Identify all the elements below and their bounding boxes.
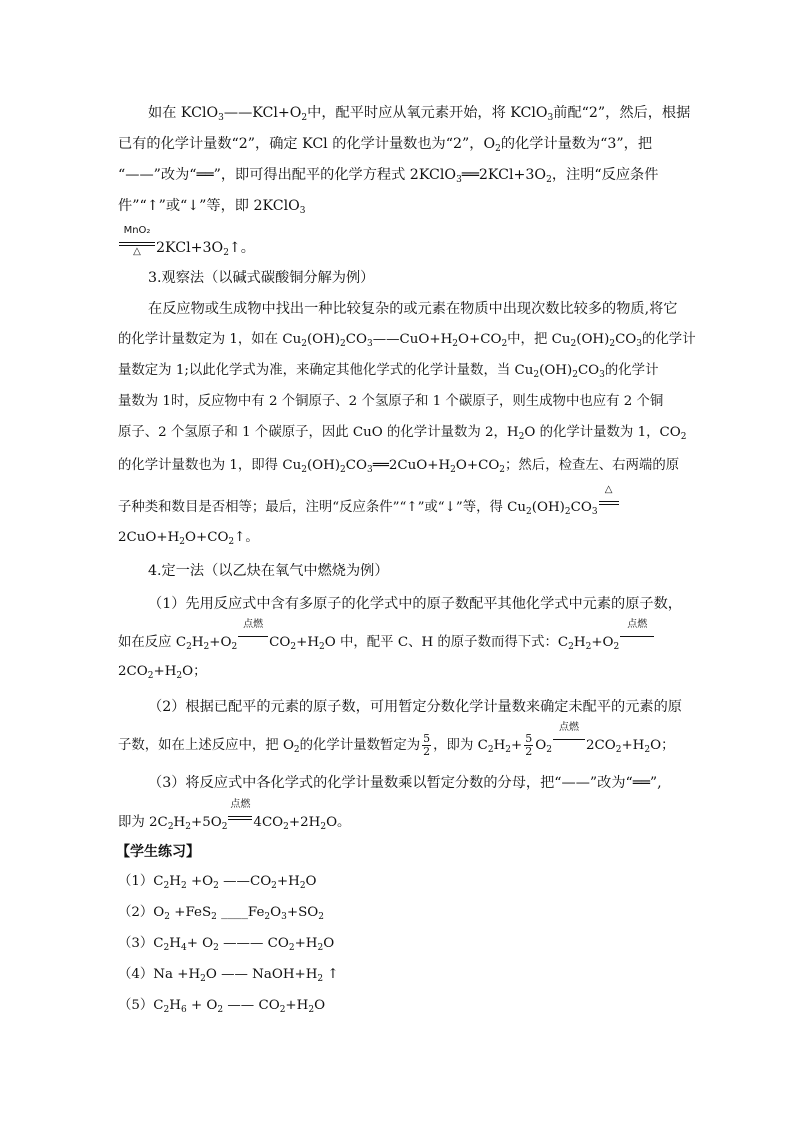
sec3-line3: 量数定为 1;以此化学式为准，来确定其他化学式的化学计量数，当 $Cu_2(OH)_2CO_3$的化学计 xyxy=(118,363,659,380)
para1-line2: 已有的化学计量数“2”，确定 KCl 的化学计量数也为“2”，$O_2$的化学计量数为“3”，把 xyxy=(118,136,653,154)
ignite-condition-double-arrow: 点燃 xyxy=(228,808,252,828)
sec4-step3-line2: 即为 $2C_2H_2+5O_2$ 点燃 $4CO_2+2H_2O$。 xyxy=(118,799,351,832)
section4-heading: 4.定一法（以乙炔在氧气中燃烧为例） xyxy=(148,563,389,579)
practice-item-1: $(1)C_2H_2 +O_2$ $——CO_2+H_2O$ xyxy=(118,874,317,891)
heat-condition-arrow: △ xyxy=(599,493,619,513)
practice-item-2: $(2)O_2 +FeS_2$ $\_\_\_\_Fe_2O_3+SO_2$ xyxy=(118,905,324,922)
sec4-step1-line1: （1）先用反应式中含有多原子的化学式中的原子数配平其他化学式中元素的原子数， xyxy=(148,596,682,612)
mno2-condition-arrow: MnO₂ △ xyxy=(119,234,155,254)
practice-item-3: $(3)C_2H_4+ O_2$ ——— $CO_2+H_2O$ xyxy=(118,936,335,953)
ignite-condition-arrow: 点燃 xyxy=(620,628,654,648)
fraction-five-halves: $\frac{5}{2}$ xyxy=(423,732,431,758)
fraction-five-halves: $\frac{5}{2}$ xyxy=(525,732,533,758)
sec3-line4: 量数为 1时，反应物中有 2 个铜原子、2 个氢原子和 1 个碳原子，则生成物中也应有 2 个铜 xyxy=(118,394,664,409)
ignite-condition-arrow: 点燃 xyxy=(553,731,585,751)
practice-item-5: $(5)C_2H_6 + O_2$ —— $CO_2+H_2O$ xyxy=(118,998,326,1015)
sec3-line7: 子种类和数目是否相等；最后，注明“反应条件”“↑”或“↓”等，得 $Cu_2(OH)_2CO_3$ △ xyxy=(118,493,678,518)
para1-line1: 如在 $KClO_3——KCl+O_2$中，配平时应从氧元素开始，将 KClO$_3$前配“2”，然后，根据 xyxy=(148,105,691,123)
para1-line3: “——”改为“══”，即可得出配平的化学方程式 $2KClO_3══2KCl+3O_2$，注明“反应条件 xyxy=(118,167,659,185)
sec3-line6: 的化学计量数也为 1，即得 $Cu_2(OH)_2CO_3══2CuO+H_2O+CO_2$；然后，检查左、右两端的原 xyxy=(118,458,680,475)
practice-item-4: $(4)Na +H_2O$ —— $NaOH+H_2$ ↑ xyxy=(118,967,339,984)
practice-heading: 【学生练习】 xyxy=(116,844,200,860)
sec3-line5: 原子、2 个氢原子和 1 个碳原子，因此 CuO 的化学计量数为 2，$H_2O$ 的化学计量数为 1，$CO_2$ xyxy=(118,425,687,442)
sec4-step2-line1: （2）根据已配平的元素的原子数，可用暂定分数化学计量数来确定未配平的元素的原 xyxy=(148,699,682,715)
sec3-line1: 在反应物或生成物中找出一种比较复杂的或元素在物质中出现次数比较多的物质,将它 xyxy=(148,301,678,317)
ignite-condition-arrow: 点燃 xyxy=(238,628,268,648)
para1-line4: 件”“↑”或“↓”等，即 2KClO$_3$ xyxy=(118,198,306,216)
sec4-step1-line2: 如在反应 $C_2H_2+O_2$ 点燃 $CO_2+H_2O$ 中，配平 C、H 的原子数而得下式：$C_2H_2+O_2$ 点燃 xyxy=(118,628,678,653)
sec3-line8: $2CuO+H_2O+CO_2↑$。 xyxy=(118,530,259,547)
sec4-step3-line1: （3）将反应式中各化学式的化学计量数乘以暂定分数的分母，把“——”改为“══”, xyxy=(148,775,662,791)
section3-heading: 3.观察法（以碱式碳酸铜分解为例） xyxy=(148,270,375,286)
sec3-line2: 的化学计量数定为 1，如在 $Cu_2(OH)_2CO_3——CuO+H_2O+CO_2$中，把 $Cu_2(OH)_2CO_3$的化学计 xyxy=(118,332,696,349)
sec4-step1-line3: $2CO_2+H_2O$； xyxy=(118,664,207,681)
sec4-step2-line2: 子数，如在上述反应中，把 $O_2$的化学计量数暂定为 $\frac{5}{2}$ ，即为 $C_2H_2+$ $\frac{5}{2}$ $O_2$ 点燃 $2CO_2+H_2O$； xyxy=(118,722,675,758)
para1-line5: MnO₂ △ $2KCl+3O_2↑$。 xyxy=(118,234,678,258)
